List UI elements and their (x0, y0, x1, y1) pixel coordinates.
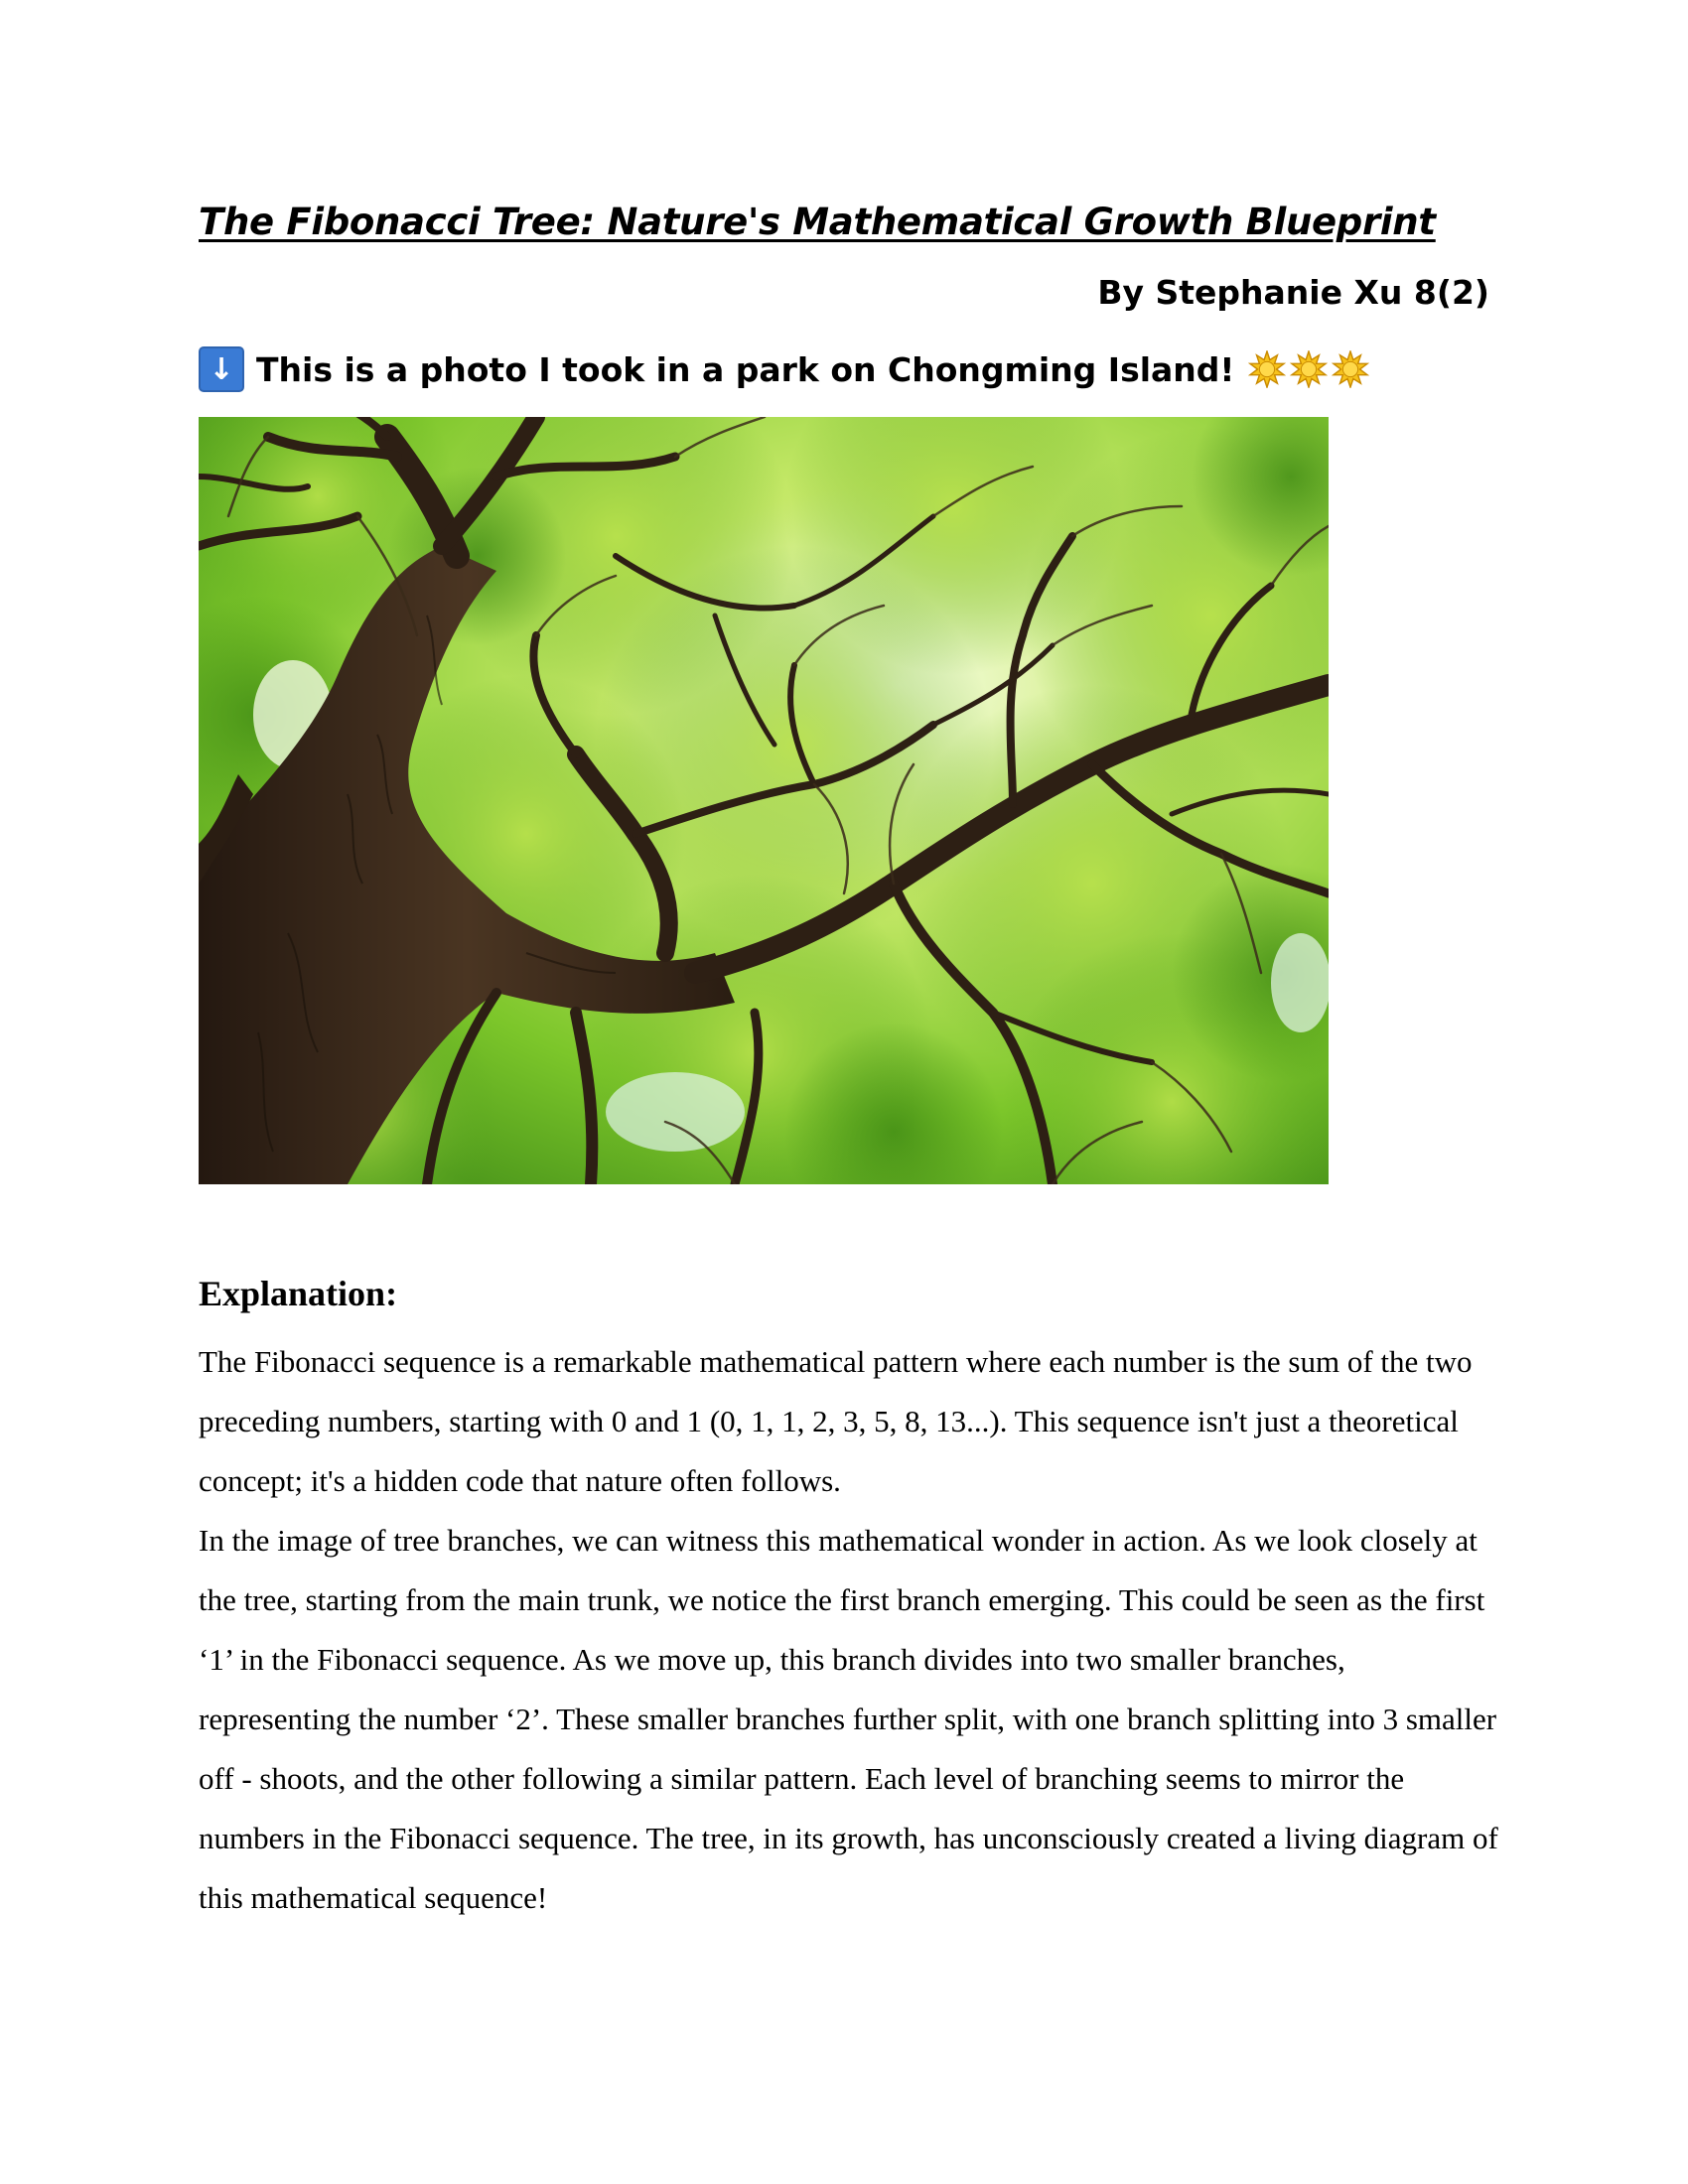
sun-icons (1248, 350, 1369, 388)
author-byline: By Stephanie Xu 8(2) (1097, 273, 1489, 312)
sun-icon (1248, 350, 1286, 388)
down-arrow-icon: ↓ (199, 346, 244, 392)
explanation-heading: Explanation: (199, 1274, 398, 1313)
photo-caption-text: This is a photo I took in a park on Chongming Island! (256, 349, 1235, 389)
explanation-paragraph: In the image of tree branches, we can witness this mathematical wonder in action. As we look closely at the tree, starting from the main trunk, we notice the first branch emerging. This could be seen as the first ‘1’ in the Fibonacci sequence. As we move up, this branch divides into two smaller branches, representing the number ‘2’. These smaller branches further split, with one branch splitting into 3 smaller off - shoots, and the other following a similar pattern. Each level of branching seems to mirror the numbers in the Fibonacci sequence. The tree, in its growth, has unconsciously created a living diagram of this mathematical sequence! (199, 1523, 1498, 1915)
tree-photo (199, 417, 1329, 1184)
page-title: The Fibonacci Tree: Nature's Mathematical Growth Blueprint (199, 201, 1436, 243)
photo-caption (199, 346, 1369, 392)
sun-icon (1332, 350, 1369, 388)
explanation-paragraph: The Fibonacci sequence is a remarkable mathematical pattern where each number is the sum of the two preceding numbers, starting with 0 and 1 (0, 1, 1, 2, 3, 5, 8, 13...). This sequence isn't just a theoretical concept; it's a hidden code that nature often follows. (199, 1344, 1473, 1498)
explanation-body (199, 1332, 1499, 1928)
sun-icon (1290, 350, 1328, 388)
